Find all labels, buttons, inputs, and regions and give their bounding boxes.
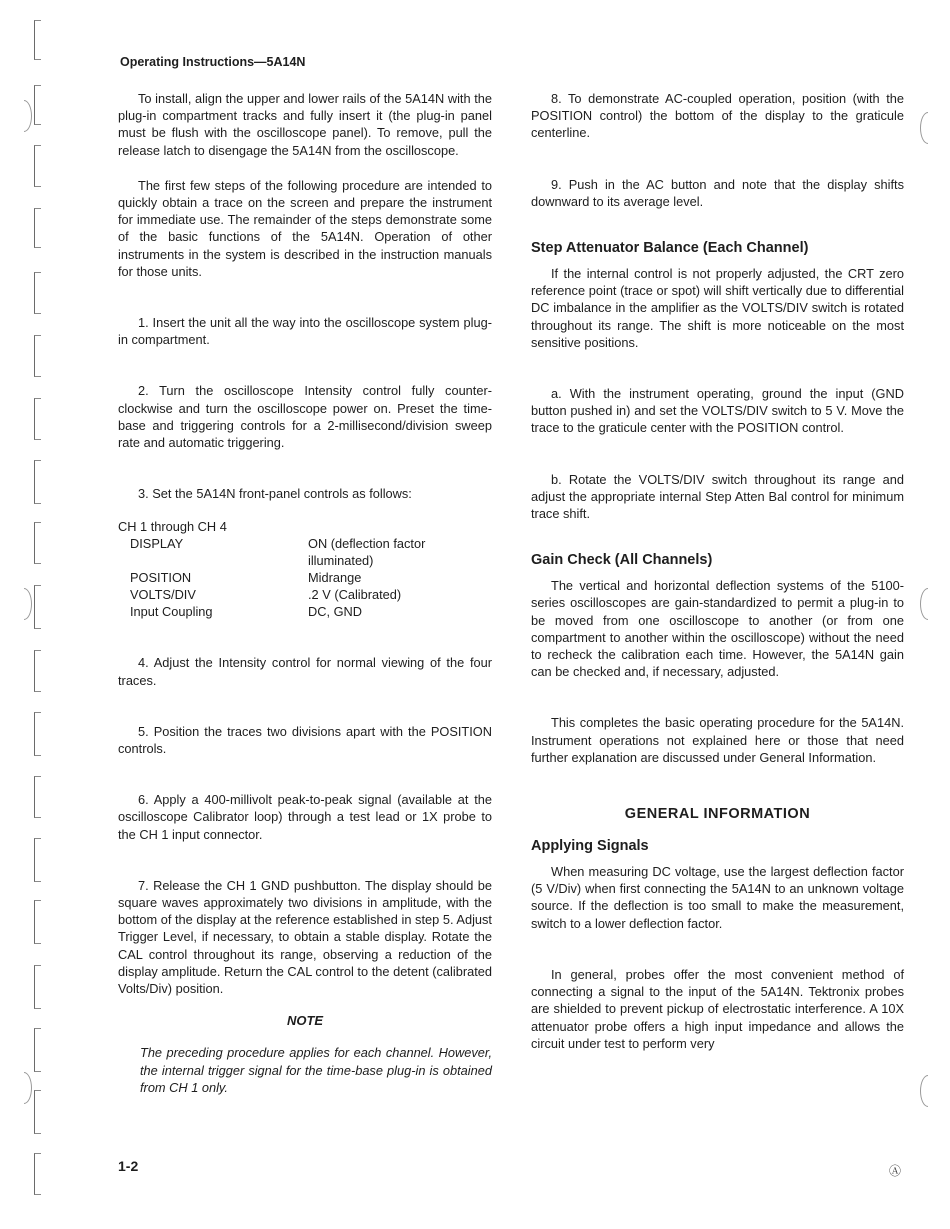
binder-bracket [34, 1153, 41, 1195]
step-3: 3. Set the 5A14N front-panel controls as follows: [138, 486, 412, 502]
binder-bracket [34, 1028, 41, 1072]
control-name: POSITION [130, 570, 192, 586]
control-name: DISPLAY [130, 536, 184, 552]
binder-bracket [34, 1090, 41, 1134]
step-6: 6. Apply a 400-millivolt peak-to-peak signal (available at the oscilloscope Calibrator loop) through a test lead or 1X probe to the CH 1 input connector. [118, 792, 492, 842]
control-value: ON (deflection factor illuminated) [308, 536, 426, 569]
controls-row [118, 569, 483, 586]
general-information-title: GENERAL INFORMATION [624, 806, 811, 823]
binder-bracket [34, 335, 41, 377]
paragraph-gain-check: The vertical and horizontal deflection systems of the 5100-series oscilloscopes are gain-standardized to permit a plug-in to be moved from one oscilloscope to another (or from one compartment to another within the oscilloscope) without the need to recheck the calibration each time. However, the 5A14N gain can be checked and, if necessary, adjusted. [531, 578, 904, 680]
section-title-applying-signals: Applying Signals [531, 838, 649, 855]
binder-bracket [34, 85, 41, 125]
control-value: DC, GND [308, 604, 363, 620]
paragraph-applying-2: In general, probes offer the most convenient method of connecting a signal to the input of the 5A14N. Tektronix probes are shielded to prevent pickup of electrostatic interference. A 10X attenuator probe offers a high input impedance and allows the circuit under test to perform very [531, 966, 904, 1051]
revision-mark: Ⓐ [889, 1164, 902, 1178]
page-number: 1-2 [118, 1158, 139, 1174]
note-title: NOTE [286, 1013, 324, 1029]
note-body: The preceding procedure applies for each channel. However, the internal trigger signal for the time-base plug-in is obtained from CH 1 only. [140, 1045, 492, 1095]
binder-bracket [34, 900, 41, 944]
binder-bracket [34, 208, 41, 248]
binder-bracket [34, 776, 41, 818]
binder-bracket [34, 272, 41, 314]
step-9: 9. Push in the AC button and note that the display shifts downward to its average level. [531, 176, 904, 209]
controls-row [118, 586, 483, 603]
binder-bracket [34, 712, 41, 756]
paragraph-completes: This completes the basic operating procedure for the 5A14N. Instrument operations not explained here or those that need further explanation are discussed under General Information. [531, 715, 904, 765]
step-8: 8. To demonstrate AC-coupled operation, position (with the POSITION control) the bottom of the display to the graticule centerline. [531, 91, 904, 141]
binder-bracket [34, 522, 41, 564]
step-4: 4. Adjust the Intensity control for normal viewing of the four traces. [118, 655, 492, 688]
punch-hole-mark [920, 112, 936, 144]
punch-hole-mark [16, 100, 32, 132]
punch-hole-mark [16, 1072, 32, 1104]
control-value: .2 V (Calibrated) [308, 587, 402, 603]
binder-bracket [34, 585, 41, 629]
controls-row [118, 603, 483, 620]
controls-table [118, 518, 483, 620]
paragraph-install: To install, align the upper and lower rails of the 5A14N with the plug-in compartment tracks and fully insert it (the plug-in panel must be flush with the oscilloscope panel). To remove, pull the release latch to disengage the 5A14N from the oscilloscope. [118, 91, 492, 158]
step-b: b. Rotate the VOLTS/DIV switch throughout its range and adjust the appropriate internal Step Atten Bal control for minimum trace shift. [531, 471, 904, 522]
step-5: 5. Position the traces two divisions apart with the POSITION controls. [118, 723, 492, 757]
paragraph-procedure-intro: The first few steps of the following procedure are intended to quickly obtain a trace on the screen and prepare the instrument for immediate use. The remainder of the steps demonstrate some of the basic functions of the 5A14N. Operation of other instruments in the system is described in the instruction manuals for those units. [118, 177, 492, 279]
step-2: 2. Turn the oscilloscope Intensity control fully counter-clockwise and turn the oscilloscope power on. Preset the time-base and triggering controls for a 2-millisecond/division sweep rate and automatic triggering. [118, 383, 492, 451]
punch-hole-mark [920, 588, 936, 620]
control-name: VOLTS/DIV [130, 587, 196, 603]
section-title-step-atten: Step Attenuator Balance (Each Channel) [531, 240, 809, 257]
binder-bracket [34, 460, 41, 504]
binder-bracket [34, 145, 41, 187]
binder-bracket [34, 650, 41, 692]
control-value: Midrange [308, 570, 362, 586]
paragraph-step-atten: If the internal control is not properly adjusted, the CRT zero reference point (trace or spot) will shift vertically due to differential DC imbalance in the amplifier as the VOLTS/DIV switch is rotated throughout its range. The shift is more noticeable on the most sensitive positions. [531, 266, 904, 350]
controls-group: CH 1 through CH 4 [118, 519, 227, 535]
step-7: 7. Release the CH 1 GND pushbutton. The display should be square waves approximately two divisions in amplitude, with the bottom of the display at the reference established in step 5. Adjust Trigger Level, if necessary, to obtain a stable display. Rotate the CAL control throughout its range, observing a reduction of the display amplitude. Return the CAL control to the detent (calibrated Volts/Div) position. [118, 877, 492, 997]
punch-hole-mark [920, 1075, 936, 1107]
punch-hole-mark [16, 588, 32, 620]
step-a: a. With the instrument operating, ground the input (GND button pushed in) and set the VOLTS/DIV switch to 5 V. Move the trace to the graticule center with the POSITION control. [531, 386, 904, 436]
controls-row [118, 535, 483, 569]
binder-bracket [34, 965, 41, 1009]
step-1: 1. Insert the unit all the way into the oscilloscope system plug-in compartment. [118, 315, 492, 348]
control-name: Input Coupling [130, 604, 213, 620]
paragraph-applying-1: When measuring DC voltage, use the largest deflection factor (5 V/Div) when first connecting the 5A14N to an unknown voltage source. If the deflection is too small to make the measurement, switch to a lower deflection factor. [531, 864, 904, 931]
controls-group-row [118, 518, 483, 535]
left-column [118, 90, 492, 1096]
binder-bracket [34, 838, 41, 882]
right-column [531, 90, 904, 1052]
binder-bracket [34, 398, 41, 440]
section-title-gain-check: Gain Check (All Channels) [531, 552, 713, 569]
binder-bracket [34, 20, 41, 60]
page-header: Operating Instructions—5A14N [120, 55, 306, 69]
